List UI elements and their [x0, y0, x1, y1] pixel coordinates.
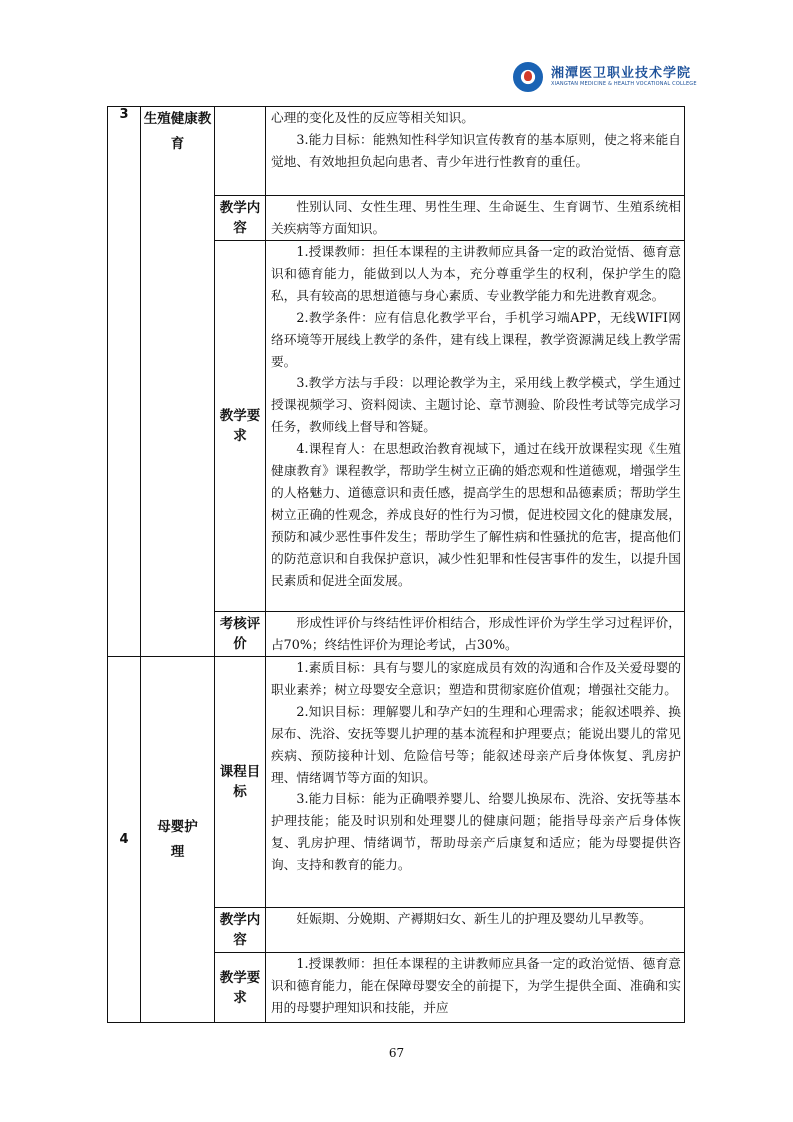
category-label: 课程目标 — [215, 657, 266, 908]
course-goal-text: 心理的变化及性的反应等相关知识。 3.能力目标：能熟知性科学知识宣传教育的基本原则，使之将来能自觉地、有效地担负起向患者、青少年进行性教育的重任。 — [266, 107, 685, 196]
category-label: 考核评价 — [215, 612, 266, 657]
table-row — [108, 657, 685, 908]
course-goal-text: 1.素质目标：具有与婴儿的家庭成员有效的沟通和合作及关爱母婴的职业素养；树立母婴安全意识；塑造和贯彻家庭价值观；增强社交能力。 2.知识目标：理解婴儿和孕产妇的生理和心理需求；能叙述喂养、换尿布、洗浴、安抚等婴儿护理的基本流程和护理要点；能说出婴儿的常见疾病、预防接种计划、危险信号等；能叙述母亲产后身体恢复、乳房护理、情绪调节等方面的知识。 3.能力目标：能为正确喂养婴儿、给婴儿换尿布、洗浴、安抚等基本护理技能；能及时识别和处理婴儿的健康问题；能指导母亲产后身体恢复、乳房护理、情绪调节，帮助母亲产后康复和适应；能为母婴提供咨询、支持和教育的能力。 — [266, 657, 685, 908]
college-name-en: XIANGTAN MEDICINE & HEALTH VOCATIONAL COLLEGE — [551, 81, 697, 87]
category-label: 教学内容 — [215, 196, 266, 241]
college-seal-icon — [513, 62, 543, 92]
assessment-text: 形成性评价与终结性评价相结合，形成性评价为学生学习过程评价，占70%；终结性评价为理论考试，占30%。 — [266, 612, 685, 657]
page-number: 67 — [388, 1046, 405, 1060]
college-logo — [513, 62, 703, 94]
table-row — [108, 107, 685, 196]
course-number: 4 — [108, 657, 141, 1023]
college-name-cn: 湘潭医卫职业技术学院 — [551, 66, 692, 81]
curriculum-table — [107, 106, 685, 1023]
category-label-empty — [215, 107, 266, 196]
category-label: 教学内容 — [215, 908, 266, 953]
course-name: 生殖健康教育 — [141, 107, 215, 657]
teaching-requirements-text: 1.授课教师：担任本课程的主讲教师应具备一定的政治觉悟、德育意识和德育能力，能做到以人为本，充分尊重学生的权利，保护学生的隐私，具有较高的思想道德与身心素质、专业教学能力和先进教育观念。 2.教学条件：应有信息化教学平台，手机学习端APP，无线WIFI网络环境等开展线上教学的条件，建有线上课程，教学资源满足线上教学需要。 3.教学方法与手段：以理论教学为主，采用线上教学模式，学生通过授课视频学习、资料阅读、主题讨论、章节测验、阶段性考试等完成学习任务，教师线上督导和答疑。 4.课程育人：在思想政治教育视域下，通过在线开放课程实现《生殖健康教育》课程教学，帮助学生树立正确的婚恋观和性道德观，增强学生的人格魅力、道德意识和责任感，提高学生的思想和品德素质；帮助学生树立正确的性观念，养成良好的性行为习惯，促进校园文化的健康发展，预防和减少恶性事件发生；帮助学生了解性病和性骚扰的危害，提高他们的防范意识和自我保护意识，减少性犯罪和性侵害事件的发生，以提升国民素质和促进全面发展。 — [266, 241, 685, 612]
course-name: 母婴护理 — [141, 657, 215, 1023]
course-number: 3 — [108, 107, 141, 657]
teaching-requirements-text: 1.授课教师：担任本课程的主讲教师应具备一定的政治觉悟、德育意识和德育能力，能在保障母婴安全的前提下，为学生提供全面、准确和实用的母婴护理知识和技能，并应 — [266, 953, 685, 1023]
teaching-content-text: 妊娠期、分娩期、产褥期妇女、新生儿的护理及婴幼儿早教等。 — [266, 908, 685, 953]
teaching-content-text: 性别认同、女性生理、男性生理、生命诞生、生育调节、生殖系统相关疾病等方面知识。 — [266, 196, 685, 241]
category-label: 教学要求 — [215, 241, 266, 612]
category-label: 教学要求 — [215, 953, 266, 1023]
